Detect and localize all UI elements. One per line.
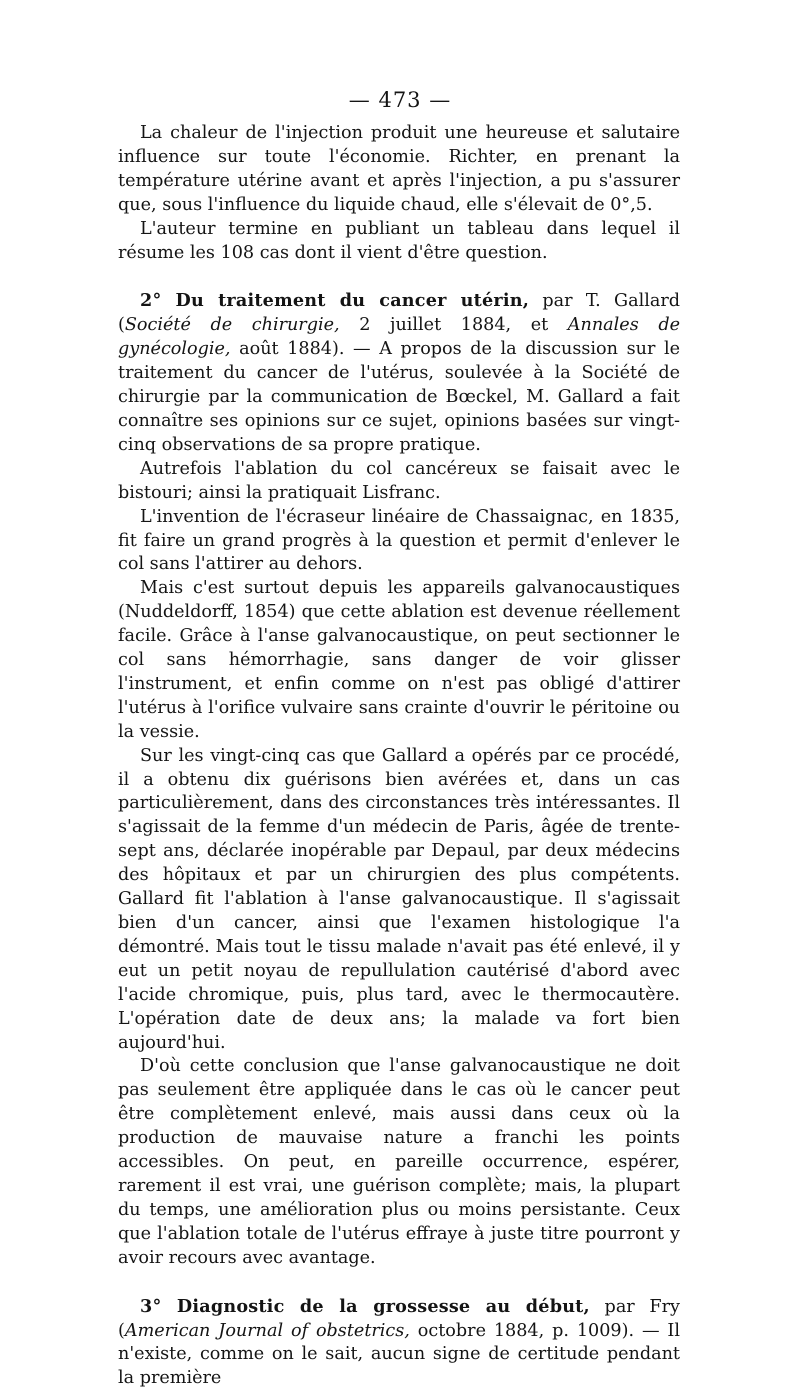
paragraph-ecraseur: L'invention de l'écraseur linéaire de Chassaignac, en 1835, fit faire un grand progrès à la question et permit d'enlever le col sans l'attirer au dehors. bbox=[118, 506, 680, 575]
paragraph-injection-heat: La chaleur de l'injection produit une heureuse et salutaire influence sur toute l'économie. Richter, en prenant la température utérine avant et après l'injection, a pu s'assurer que, sous l'influence du liquide chaud, elle s'élevait de 0°,5. bbox=[118, 123, 680, 215]
paragraph-conclusion: D'où cette conclusion que l'anse galvanocaustique ne doit pas seulement être appliquée dans le cas où le cancer peut être complètement enlevé, mais aussi dans ceux où la production de mauvaise nature a franchi les points accessibles. On peut, en pareille occurrence, espérer, rarement il est vrai, une guérison complète; mais, la plupart du temps, une amélioration plus ou moins persistante. Ceux que l'ablation totale de l'utérus effraye à juste titre pourront y avoir recours avec avantage. bbox=[118, 1056, 680, 1268]
paragraph-galvanocaustic: Mais c'est surtout depuis les appareils galvanocaustiques (Nuddeldorff, 1854) que cette ablation est devenue réellement facile. Grâce à l'anse galvanocaustique, on peut sectionner le col sans hémorrhagie, sans danger de voir glisser l'instrument, et enfin comme on n'est pas obligé d'attirer l'utérus à l'orifice vulvaire sans crainte d'ouvrir le péritoine ou la vessie. bbox=[118, 578, 680, 742]
citation-italic: Société de chirurgie, bbox=[124, 315, 340, 336]
paragraph-bistouri: Autrefois l'ablation du col cancéreux se faisait avec le bistouri; ainsi la pratiquait Lisfranc. bbox=[118, 458, 680, 503]
section-text: par Fry ( bbox=[118, 1296, 680, 1341]
citation-italic: Annales de gynécologie, bbox=[118, 315, 680, 360]
paragraph-case-results: Sur les vingt-cinq cas que Gallard a opérés par ce procédé, il a obtenu dix guérisons bien avérées et, dans un cas particulièrement, dans des circonstances très intéressantes. Il s'agissait de la femme d'un médecin de Paris, âgée de trente-sept ans, déclarée inopérable par Depaul, par deux médecins des hôpitaux et par un chirurgien des plus compétents. Gallard fit l'ablation à l'anse galvanocaustique. Il s'agissait bien d'un cancer, ainsi que l'examen histologique l'a démontré. Mais tout le tissu malade n'avait pas été enlevé, il y eut un petit noyau de repullulation cautérisé d'abord avec l'acide chromique, puis, plus tard, avec le thermocautère. L'opération date de deux ans; la malade va fort bien aujourd'hui. bbox=[118, 745, 680, 1053]
section-pregnancy-diagnosis bbox=[118, 1295, 680, 1391]
body-text bbox=[118, 122, 680, 1391]
section-text: 2 juillet 1884, et bbox=[339, 315, 568, 336]
citation-italic: American Journal of obstetrics, bbox=[124, 1320, 410, 1341]
section-text: août 1884). — A propos de la discussion sur le traitement du cancer de l'utérus, soulevée à la Société de chirurgie par la communication de Bœckel, M. Gallard a fait connaître ses opinions sur ce sujet, opinions basées sur vingt-cinq observations de sa propre pratique. bbox=[118, 339, 680, 455]
paragraph-table-summary: L'auteur termine en publiant un tableau dans lequel il résume les 108 cas dont il vient d'être question. bbox=[118, 218, 680, 263]
section-cancer-treatment bbox=[118, 289, 680, 457]
section-heading-cancer: 2° Du traitement du cancer utérin, bbox=[140, 290, 530, 312]
section-text: par T. Gallard ( bbox=[118, 291, 680, 336]
page-number: — 473 — bbox=[348, 88, 452, 112]
section-heading-pregnancy: 3° Diagnostic de la grossesse au début, bbox=[140, 1295, 590, 1317]
section-text: octobre 1884, p. 1009). — Il n'existe, comme on le sait, aucun signe de certitude pendant la première bbox=[118, 1320, 680, 1389]
